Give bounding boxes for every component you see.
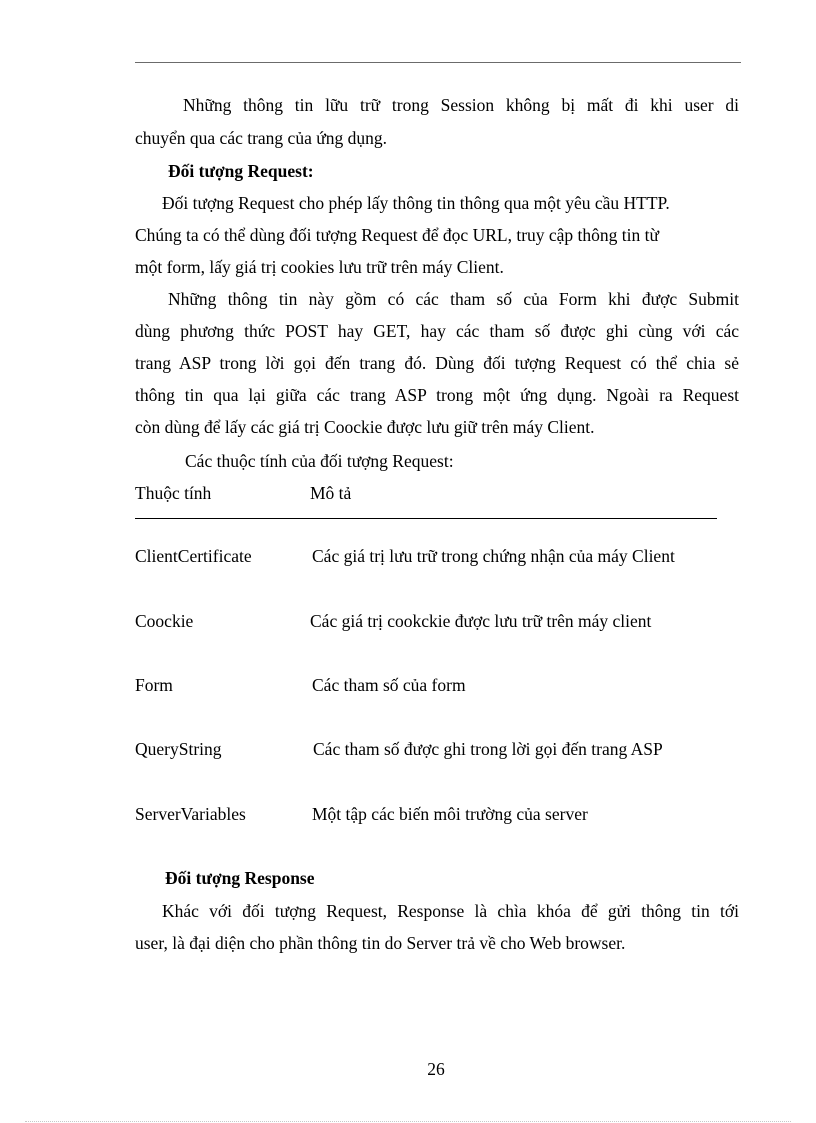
info-paragraph-line-5: còn dùng để lấy các giá trị Coockie được lưu giữ trên máy Client. (135, 417, 595, 437)
page-number: 26 (427, 1059, 445, 1079)
property-description: Các giá trị cookckie được lưu trữ trên máy client (310, 611, 652, 631)
property-description: Một tập các biến môi trường của server (312, 804, 588, 824)
info-paragraph-line-3: trang ASP trong lời gọi đến trang đó. Dùng đối tượng Request có thể chia sẻ (135, 353, 739, 373)
property-name: Coockie (135, 611, 194, 631)
table-header-description: Mô tả (310, 483, 352, 503)
property-name: Form (135, 675, 173, 695)
request-paragraph-line-3: một form, lấy giá trị cookies lưu trữ trên máy Client. (135, 257, 504, 277)
page-bottom-edge (25, 1121, 791, 1122)
property-name: ServerVariables (135, 804, 246, 824)
table-header-property: Thuộc tính (135, 483, 212, 503)
table-header-rule (135, 518, 717, 519)
property-description: Các tham số của form (312, 675, 466, 695)
request-paragraph-line-1: Đối tượng Request cho phép lấy thông tin thông qua một yêu cầu HTTP. (162, 193, 670, 213)
response-heading: Đối tượng Response (165, 868, 315, 888)
info-paragraph-line-4: thông tin qua lại giữa các trang ASP trong một ứng dụng. Ngoài ra Request (135, 385, 739, 405)
property-name: QueryString (135, 739, 222, 759)
header-rule (135, 62, 741, 63)
request-heading: Đối tượng Request: (168, 161, 314, 181)
response-paragraph-line-2: user, là đại diện cho phần thông tin do Server trả về cho Web browser. (135, 933, 626, 953)
property-description: Các giá trị lưu trữ trong chứng nhận của máy Client (312, 546, 675, 566)
response-paragraph-line-1: Khác với đối tượng Request, Response là chìa khóa để gửi thông tin tới (162, 901, 739, 921)
property-name: ClientCertificate (135, 546, 252, 566)
info-paragraph-line-2: dùng phương thức POST hay GET, hay các tham số được ghi cùng với các (135, 321, 739, 341)
request-paragraph-line-2: Chúng ta có thể dùng đối tượng Request để đọc URL, truy cập thông tin từ (135, 225, 659, 245)
session-paragraph-line-2: chuyển qua các trang của ứng dụng. (135, 128, 387, 148)
property-description: Các tham số được ghi trong lời gọi đến trang ASP (313, 739, 663, 759)
session-paragraph-line-1: Những thông tin lữu trữ trong Session không bị mất đi khi user di (183, 95, 739, 115)
properties-intro: Các thuộc tính của đối tượng Request: (185, 451, 454, 471)
info-paragraph-line-1: Những thông tin này gồm có các tham số của Form khi được Submit (168, 289, 739, 309)
